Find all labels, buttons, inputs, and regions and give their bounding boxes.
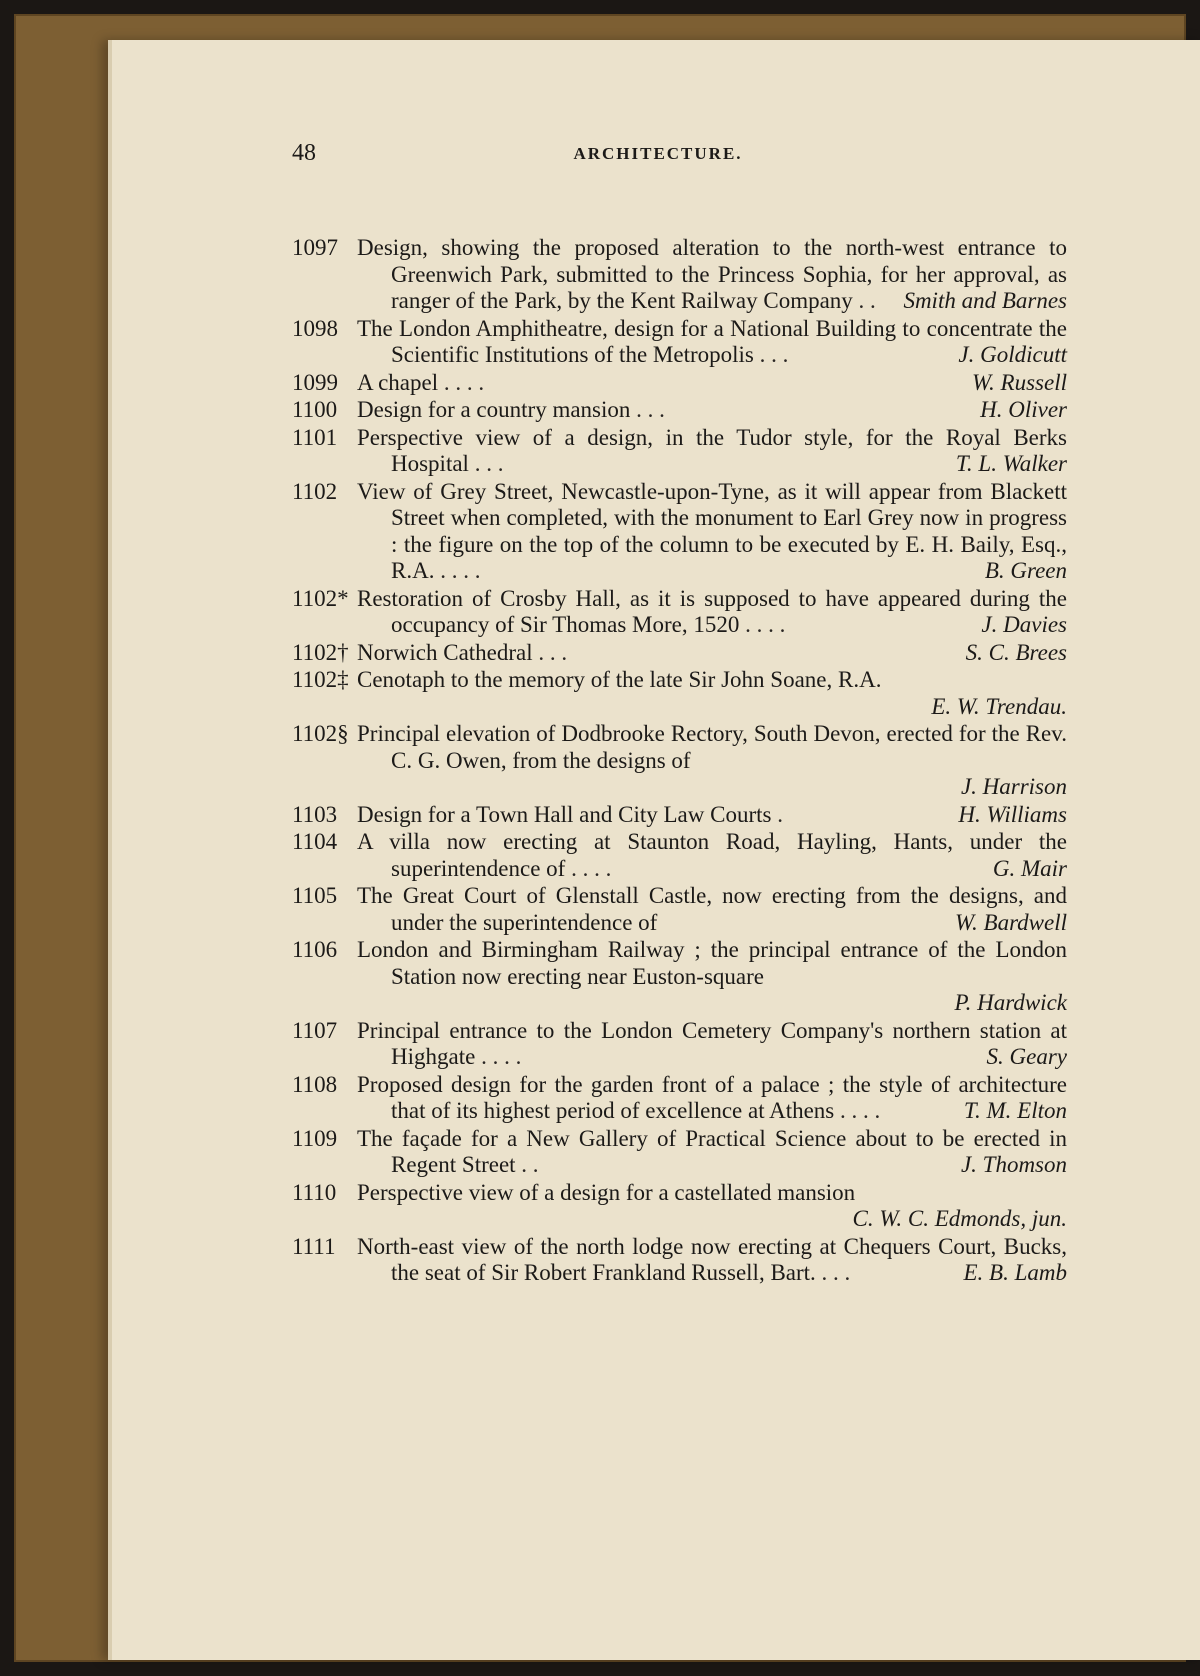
entry-description: Design, showing the proposed alteration to the north-west entrance to Greenwich Park, submitted to the Princess Sophia, for her approval, as ranger of the Park, by the Kent Railway Company [357,235,1067,313]
entry-description: Design for a country mansion [357,397,631,422]
entry-body [292,937,1067,1017]
architect-name: W. Bardwell [954,909,1067,935]
entry-body [292,1018,1067,1071]
leader-dots: . . . . [434,558,481,583]
entry-body [292,1180,1067,1233]
catalogue-entry [292,1018,1067,1071]
entry-number: 1108 [292,1071,338,1097]
leader-dots: . . . [630,397,665,422]
catalogue-entry [292,1072,1067,1125]
entry-number: 1104 [292,829,338,854]
catalogue-entry [292,397,1067,424]
leader-dots: . . . . [834,1098,881,1123]
entry-body [292,1234,1067,1287]
leader-dots: . [771,801,783,827]
entry-description: Principal elevation of Dodbrooke Rectory, South Devon, erected for the Rev. C. G. Owen, from the designs of [357,721,1067,773]
entry-number: 1102* [292,585,349,611]
entry-description: The façade for a New Gallery of Practical Science about to be erected in Regent Street [357,1125,1067,1177]
entry-number: 1101 [292,424,338,450]
leader-dots: . . . . [475,1044,522,1069]
architect-name: S. C. Brees [965,639,1067,665]
leader-dots: . . . . [565,855,612,881]
leader-dots: . . . [468,451,504,476]
entry-body [292,479,1067,585]
entry-description: Norwich Cathedral [357,639,533,665]
entry-body [292,883,1067,936]
catalogue-entry [292,937,1067,1017]
entry-number: 1111 [292,1233,336,1259]
entry-number: 1102† [292,639,349,665]
entry-number: 1110 [292,1179,337,1205]
architect-name: W. Russell [972,369,1067,395]
entry-description: Perspective view of a design, in the Tudor style, for the Royal Berks Hospital [357,424,1067,476]
entry-body [292,1126,1067,1179]
catalogue-entry [292,1234,1067,1287]
entry-number: 1105 [292,883,338,908]
entry-description: View of Grey Street, Newcastle-upon-Tyne, as it will appear from Blackett Street when completed, with the monument to Earl Grey now in progress : the figure on the top of the column to be executed by E. H. Baily, Esq., R.A. [357,478,1067,583]
entry-description: Design for a Town Hall and City Law Courts [357,801,772,827]
architect-name: J. Goldicutt [958,342,1067,367]
catalogue-entry [292,667,1067,720]
catalogue-entry [292,425,1067,478]
entry-number: 1097 [292,235,338,260]
entry-description: Proposed design for the garden front of a palace ; the style of architecture that of its highest period of excellence at Athens [357,1071,1067,1123]
architect-name: E. W. Trendau. [931,693,1067,719]
entry-description: London and Birmingham Railway ; the principal entrance of the London Station now erecting near Euston-square [357,937,1067,989]
architect-name: H. Williams [958,801,1067,827]
entry-number: 1099 [292,369,338,395]
entry-number: 1102§ [292,721,349,746]
leader-dots: . . [515,1152,539,1177]
entry-number: 1102‡ [292,667,349,692]
catalogue-page [108,40,1200,1660]
entry-body [292,1072,1067,1125]
leader-dots: . . . . [438,369,485,395]
entry-body [292,370,1067,397]
entry-number: 1098 [292,315,338,341]
entry-description: A chapel [357,369,439,395]
architect-name: J. Davies [981,612,1067,637]
section-title: ARCHITECTURE. [573,144,743,163]
entry-body [292,640,1067,667]
catalogue-entry [292,316,1067,369]
running-head [112,140,1200,180]
entry-description: Perspective view of a design for a castellated mansion [357,1179,856,1205]
entry-body [292,235,1067,315]
catalogue-entry [292,883,1067,936]
architect-name: T. M. Elton [963,1098,1067,1123]
catalogue-entry [292,479,1067,585]
architect-name: J. Harrison [960,774,1067,799]
entry-description: Principal entrance to the London Cemetery Company's northern station at Highgate [357,1017,1067,1069]
leader-dots: . . [852,288,876,313]
entry-body [292,721,1067,801]
catalogue-entry [292,586,1067,639]
architect-name: P. Hardwick [954,990,1067,1015]
catalogue-entry [292,829,1067,882]
page-number: 48 [292,140,316,166]
architect-name: J. Thomson [960,1152,1067,1177]
entry-body [292,829,1067,882]
catalogue-entry [292,370,1067,397]
architect-name: Smith and Barnes [903,288,1067,313]
architect-name: B. Green [984,558,1067,583]
architect-name: G. Mair [992,855,1067,881]
architect-name: H. Oliver [980,397,1067,422]
entry-body [292,586,1067,639]
leader-dots: . . . [753,342,789,367]
architect-name: C. W. C. Edmonds, jun. [852,1206,1067,1231]
architect-name: E. B. Lamb [963,1260,1067,1285]
catalogue-entry [292,802,1067,829]
entry-number: 1100 [292,397,338,422]
catalogue-entries [292,235,1067,1288]
catalogue-entry [292,235,1067,315]
entry-body [292,802,1067,829]
catalogue-entry [292,640,1067,667]
entry-body [292,425,1067,478]
entry-description: The Great Court of Glenstall Castle, now erecting from the designs, and under the superintendence of [357,883,1067,935]
entry-description: Restoration of Crosby Hall, as it is supposed to have appeared during the occupancy of Sir Thomas More, 1520 [357,585,1067,637]
catalogue-entry [292,1126,1067,1179]
entry-body [292,397,1067,424]
architect-name: T. L. Walker [955,451,1067,476]
leader-dots: . . . [815,1260,851,1285]
entry-body [292,667,1067,720]
entry-number: 1106 [292,937,338,962]
leader-dots: . . . [532,639,568,665]
entry-description: The London Amphitheatre, design for a National Building to concentrate the Scientific Institutions of the Metropolis [357,315,1067,367]
architect-name: S. Geary [986,1044,1067,1069]
entry-description: North-east view of the north lodge now erecting at Chequers Court, Bucks, the seat of Sir Robert Frankland Russell, Bart. [357,1233,1067,1285]
entry-body [292,316,1067,369]
entry-description: Cenotaph to the memory of the late Sir John Soane, R.A. [357,667,882,692]
catalogue-entry [292,1180,1067,1233]
entry-number: 1103 [292,801,338,827]
leader-dots: . . . . [739,612,786,637]
catalogue-entry [292,721,1067,801]
entry-number: 1107 [292,1017,338,1043]
entry-number: 1109 [292,1125,338,1151]
entry-number: 1102 [292,478,338,504]
entry-description: A villa now erecting at Staunton Road, Hayling, Hants, under the superintendence of [357,829,1067,881]
